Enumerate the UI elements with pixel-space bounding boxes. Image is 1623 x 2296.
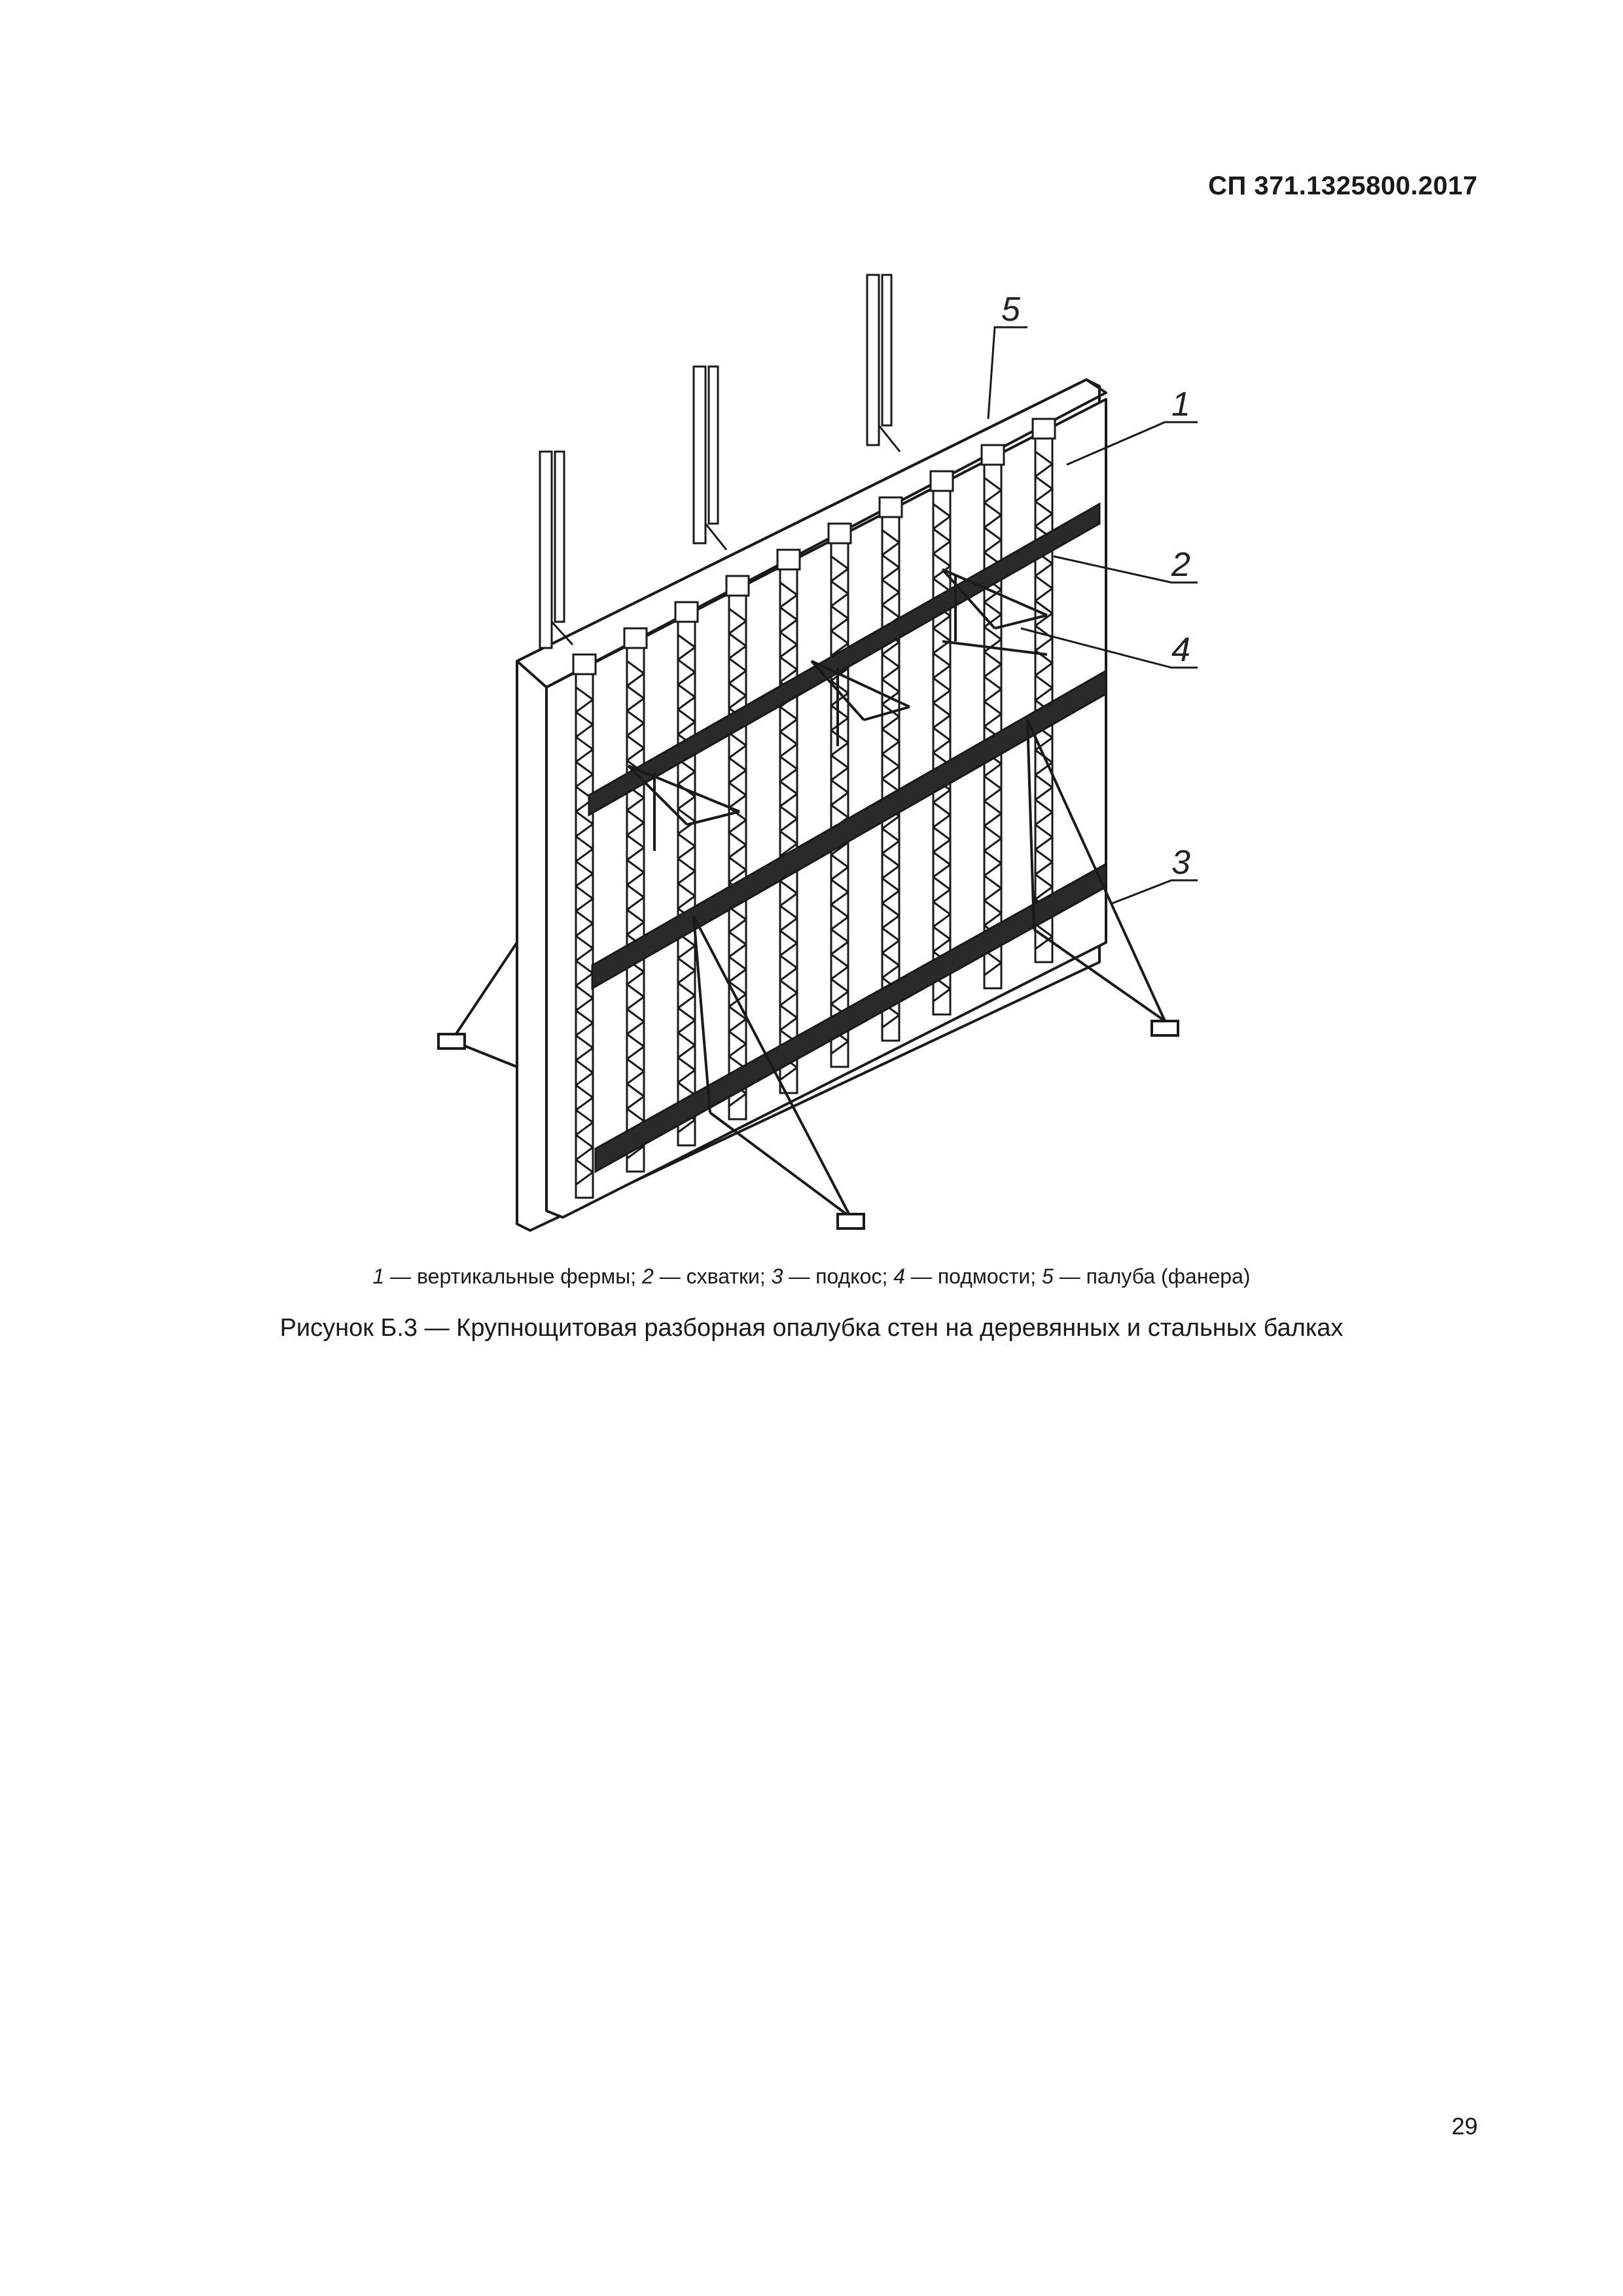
- truss: [675, 602, 698, 1145]
- leader-3: [1113, 880, 1198, 903]
- rail-post-left: [540, 452, 573, 648]
- truss: [1033, 419, 1055, 962]
- legend-num-3: 3: [771, 1265, 783, 1288]
- legend-num-5: 5: [1042, 1265, 1054, 1288]
- truss: [726, 576, 749, 1119]
- figure-legend: [0, 1265, 1623, 1289]
- legend-num-1: 1: [372, 1265, 385, 1288]
- truss: [624, 628, 647, 1172]
- truss: [777, 550, 800, 1093]
- legend-text-2: — схватки;: [653, 1265, 772, 1288]
- brace-left: [438, 942, 517, 1067]
- figure-caption: Рисунок Б.3 — Крупнощитовая разборная опалубка стен на деревянных и стальных балках: [279, 1314, 1344, 1342]
- legend-num-4: 4: [893, 1265, 906, 1288]
- page-number: 29: [1451, 2113, 1478, 2140]
- document-code: СП 371.1325800.2017: [1208, 171, 1478, 200]
- rail-post-center: [694, 367, 726, 550]
- callout-label-3: 3: [1171, 844, 1190, 882]
- truss: [931, 471, 953, 1014]
- legend-text-1: — вертикальные фермы;: [384, 1265, 642, 1288]
- truss: [829, 524, 851, 1067]
- truss: [880, 497, 902, 1041]
- callout-label-2: 2: [1171, 546, 1190, 584]
- truss: [573, 655, 596, 1198]
- callout-label-5: 5: [1001, 291, 1020, 329]
- callout-label-4: 4: [1171, 631, 1190, 669]
- truss: [982, 445, 1004, 988]
- rail-post-right: [867, 275, 900, 452]
- legend-text-4: — подмости;: [905, 1265, 1043, 1288]
- legend-num-2: 2: [642, 1265, 654, 1288]
- legend-text-5: — палуба (фанера): [1053, 1265, 1251, 1288]
- callout-label-1: 1: [1171, 386, 1190, 423]
- legend-text-3: — подкос;: [783, 1265, 894, 1288]
- leader-5: [988, 327, 1027, 419]
